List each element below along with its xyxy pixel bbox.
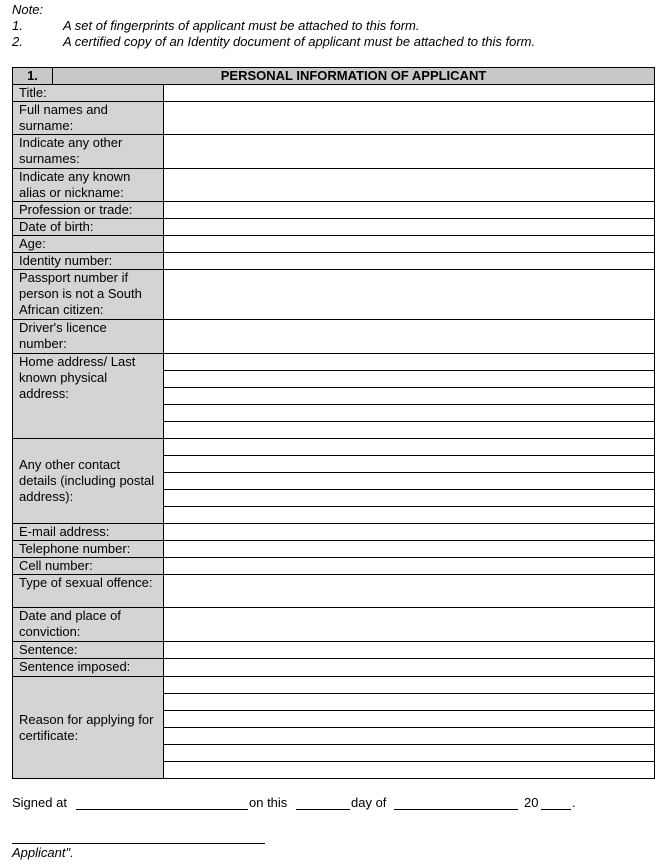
alias-field[interactable] <box>164 169 655 202</box>
reason-line[interactable] <box>164 677 655 694</box>
label-passport: Passport number if person is not a South African citizen: <box>13 270 164 320</box>
reason-line[interactable] <box>164 711 655 728</box>
applicant-signature-line[interactable] <box>12 843 265 844</box>
label-licence: Driver's licence number: <box>13 320 164 354</box>
label-full-names: Full names and surname: <box>13 102 164 135</box>
day-blank[interactable] <box>296 809 350 810</box>
reason-line[interactable] <box>164 762 655 779</box>
note-text: A certified copy of an Identity document of applicant must be attached to this form. <box>63 34 536 49</box>
day-of-label: day of <box>351 795 387 810</box>
email-field[interactable] <box>164 524 655 541</box>
label-telephone: Telephone number: <box>13 541 164 558</box>
label-cell: Cell number: <box>13 558 164 575</box>
note-number: 2. <box>12 34 23 49</box>
home-address-line[interactable] <box>164 405 655 422</box>
reason-line[interactable] <box>164 694 655 711</box>
full-names-field[interactable] <box>164 102 655 135</box>
contact-line[interactable] <box>164 439 655 456</box>
dob-field[interactable] <box>164 219 655 236</box>
label-age: Age: <box>13 236 164 253</box>
age-field[interactable] <box>164 236 655 253</box>
home-address-line[interactable] <box>164 354 655 371</box>
offence-field[interactable] <box>164 575 655 608</box>
other-surnames-field[interactable] <box>164 135 655 169</box>
year-blank[interactable] <box>541 809 571 810</box>
label-email: E-mail address: <box>13 524 164 541</box>
contact-line[interactable] <box>164 456 655 473</box>
reason-line[interactable] <box>164 728 655 745</box>
signed-at-label: Signed at <box>12 795 67 810</box>
contact-line[interactable] <box>164 490 655 507</box>
applicant-label: Applicant". <box>12 845 74 860</box>
label-sentence-imposed: Sentence imposed: <box>13 659 164 677</box>
home-address-line[interactable] <box>164 422 655 439</box>
passport-field[interactable] <box>164 270 655 320</box>
licence-field[interactable] <box>164 320 655 354</box>
label-conviction: Date and place of conviction: <box>13 608 164 642</box>
signed-at-blank[interactable] <box>76 809 248 810</box>
sentence-imposed-field[interactable] <box>164 659 655 677</box>
section-header <box>13 68 655 85</box>
title-field[interactable] <box>164 85 655 102</box>
label-identity: Identity number: <box>13 253 164 270</box>
label-sentence: Sentence: <box>13 642 164 659</box>
section-title: PERSONAL INFORMATION OF APPLICANT <box>53 68 655 85</box>
home-address-line[interactable] <box>164 371 655 388</box>
note-number: 1. <box>12 18 23 33</box>
personal-information-table <box>12 67 655 779</box>
contact-line[interactable] <box>164 507 655 524</box>
label-home-address: Home address/ Last known physical address: <box>13 354 164 439</box>
on-this-label: on this <box>249 795 288 810</box>
reason-line[interactable] <box>164 745 655 762</box>
note-text: A set of fingerprints of applicant must be attached to this form. <box>63 18 420 33</box>
label-contact: Any other contact details (including postal address): <box>13 439 164 524</box>
label-title: Title: <box>13 85 164 102</box>
signature-period: . <box>572 795 576 810</box>
home-address-line[interactable] <box>164 388 655 405</box>
conviction-field[interactable] <box>164 608 655 642</box>
identity-field[interactable] <box>164 253 655 270</box>
label-offence: Type of sexual offence: <box>13 575 164 608</box>
month-blank[interactable] <box>394 809 518 810</box>
label-alias: Indicate any known alias or nickname: <box>13 169 164 202</box>
cell-field[interactable] <box>164 558 655 575</box>
contact-line[interactable] <box>164 473 655 490</box>
section-number: 1. <box>13 68 53 85</box>
label-other-surnames: Indicate any other surnames: <box>13 135 164 169</box>
profession-field[interactable] <box>164 202 655 219</box>
year-prefix: 20 <box>524 795 539 810</box>
note-title: Note: <box>12 2 44 17</box>
label-dob: Date of birth: <box>13 219 164 236</box>
label-reason: Reason for applying for certificate: <box>13 677 164 779</box>
sentence-field[interactable] <box>164 642 655 659</box>
telephone-field[interactable] <box>164 541 655 558</box>
label-profession: Profession or trade: <box>13 202 164 219</box>
